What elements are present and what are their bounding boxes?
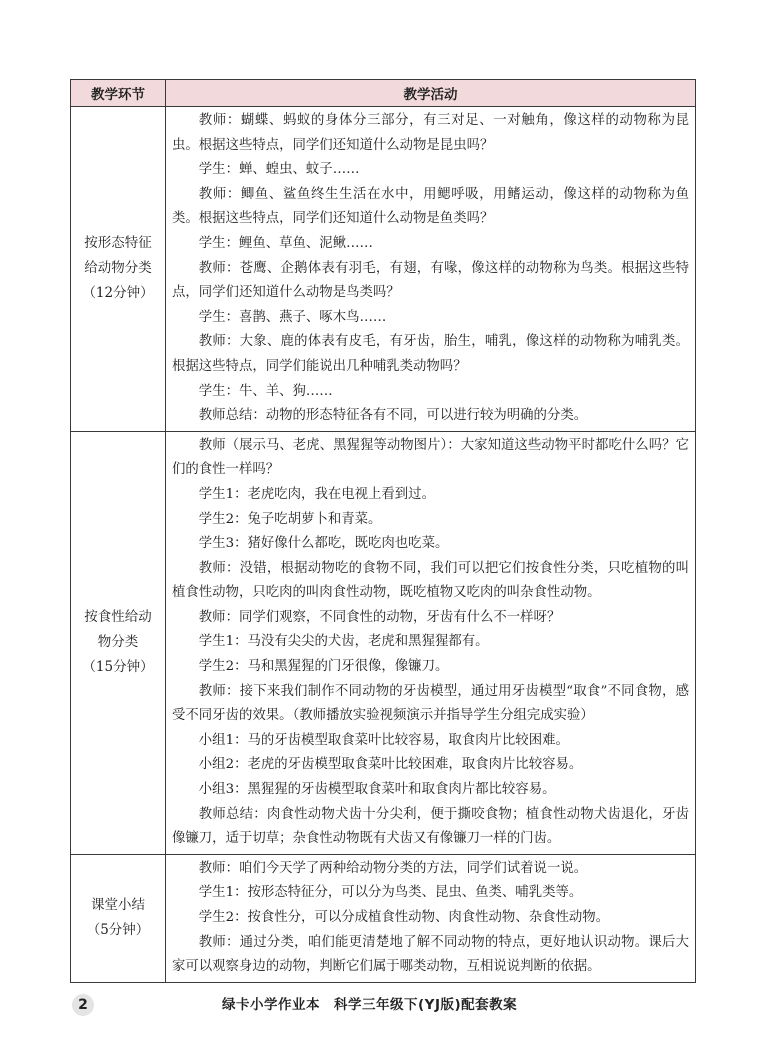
activities-cell bbox=[166, 431, 696, 854]
activity-line: 小组2：老虎的牙齿模型取食菜叶比较困难，取食肉片比较容易。 bbox=[198, 757, 583, 773]
activities-cell bbox=[166, 854, 696, 982]
stage-label-line: 课堂小结 bbox=[91, 897, 145, 914]
activity-line: 教师：大象、鹿的体表有皮毛，有牙齿，胎生，哺乳，像这样的动物称为哺乳类。根据这些特点，同学们能说出几种哺乳类动物吗？ bbox=[172, 334, 689, 374]
activity-line: 小组1：马的牙齿模型取食菜叶比较容易，取食肉片比较困难。 bbox=[198, 732, 569, 748]
header-activities: 教学活动 bbox=[166, 80, 696, 107]
table-row bbox=[71, 107, 696, 432]
page-footer bbox=[72, 994, 712, 1016]
stage-label-line: （5分钟） bbox=[86, 922, 150, 939]
book-title: 绿卡小学作业本 科学三年级下(YJ版)配套教案 bbox=[222, 997, 518, 1013]
lesson-plan-table bbox=[70, 79, 696, 983]
table-header-row bbox=[71, 80, 696, 107]
activity-line: 教师：没错，根据动物吃的食物不同，我们可以把它们按食性分类，只吃植物的叫植食性动物，只吃肉的叫肉食性动物，既吃植物又吃肉的叫杂食性动物。 bbox=[172, 560, 689, 601]
stage-label-line: 物分类 bbox=[97, 634, 139, 651]
activity-line: 教师：苍鹰、企鹅体表有羽毛，有翅，有喙，像这样的动物称为鸟类。根据这些特点，同学们还知道什么动物是鸟类吗？ bbox=[172, 260, 689, 301]
activity-line: 教师总结：肉食性动物犬齿十分尖利，便于撕咬食物；植食性动物犬齿退化，牙齿像镰刀，适于切草；杂食性动物既有犬齿又有像镰刀一样的门齿。 bbox=[172, 806, 689, 847]
activity-line: 学生2：兔子吃胡萝卜和青菜。 bbox=[198, 511, 382, 527]
stage-label-line: （12分钟） bbox=[82, 285, 154, 302]
activity-line: 教师总结：动物的形态特征各有不同，可以进行较为明确的分类。 bbox=[198, 408, 588, 424]
page-number: 2 bbox=[72, 994, 94, 1016]
activity-line: 学生1：按形态特征分，可以分为鸟类、昆虫、鱼类、哺乳类等。 bbox=[198, 885, 583, 901]
activity-line: 教师：同学们观察，不同食性的动物，牙齿有什么不一样呀？ bbox=[198, 609, 561, 625]
activity-line: 学生1：马没有尖尖的犬齿，老虎和黑猩猩都有。 bbox=[198, 634, 489, 650]
activity-line: 学生2：按食性分，可以分成植食性动物、肉食性动物、杂食性动物。 bbox=[198, 910, 610, 925]
table-row bbox=[71, 431, 696, 854]
activities-cell bbox=[166, 107, 696, 432]
activity-line: 教师：接下来我们制作不同动物的牙齿模型，通过用牙齿模型“取食”不同食物，感受不同牙齿的效果。（教师播放实验视频演示并指导学生分组完成实验） bbox=[172, 683, 689, 724]
stage-label-line: 按形态特征 bbox=[84, 235, 152, 252]
activity-line: 教师：通过分类，咱们能更清楚地了解不同动物的特点，更好地认识动物。课后大家可以观察身边的动物，判断它们属于哪类动物，互相说说判断的依据。 bbox=[172, 934, 689, 975]
activity-line: 学生：喜鹊、燕子、啄木鸟…… bbox=[198, 309, 387, 325]
table-row bbox=[71, 854, 696, 982]
stage-label-line: 给动物分类 bbox=[84, 260, 152, 277]
activity-line: 教师：咱们今天学了两种给动物分类的方法，同学们试着说一说。 bbox=[198, 860, 588, 876]
stage-cell bbox=[71, 854, 166, 982]
activity-line: 教师：鲫鱼、鲨鱼终生生活在水中，用鳃呼吸，用鳍运动，像这样的动物称为鱼类。根据这些特点，同学们还知道什么动物是鱼类吗？ bbox=[172, 186, 689, 227]
activity-line: 教师（展示马、老虎、黑猩猩等动物图片）：大家知道这些动物平时都吃什么吗？它们的食性一样吗？ bbox=[172, 437, 689, 478]
activity-line: 学生1：老虎吃肉，我在电视上看到过。 bbox=[198, 486, 435, 502]
stage-label-line: 按食性给动 bbox=[84, 609, 152, 626]
activity-line: 学生3：猪好像什么都吃，既吃肉也吃菜。 bbox=[198, 536, 449, 552]
activity-line: 小组3：黑猩猩的牙齿模型取食菜叶和取食肉片都比较容易。 bbox=[198, 782, 556, 798]
activity-line: 学生2：马和黑猩猩的门牙很像，像镰刀。 bbox=[198, 659, 449, 675]
header-stage: 教学环节 bbox=[71, 80, 166, 107]
activity-line: 学生：鲤鱼、草鱼、泥鳅…… bbox=[198, 235, 373, 251]
activity-line: 学生：蝉、蝗虫、蚊子…… bbox=[198, 162, 360, 178]
activity-line: 学生：牛、羊、狗…… bbox=[198, 383, 333, 399]
stage-cell bbox=[71, 431, 166, 854]
stage-label-line: （15分钟） bbox=[82, 659, 154, 676]
activity-line: 教师：蝴蝶、蚂蚁的身体分三部分，有三对足、一对触角，像这样的动物称为昆虫。根据这些特点，同学们还知道什么动物是昆虫吗？ bbox=[172, 113, 689, 153]
stage-cell bbox=[71, 107, 166, 432]
